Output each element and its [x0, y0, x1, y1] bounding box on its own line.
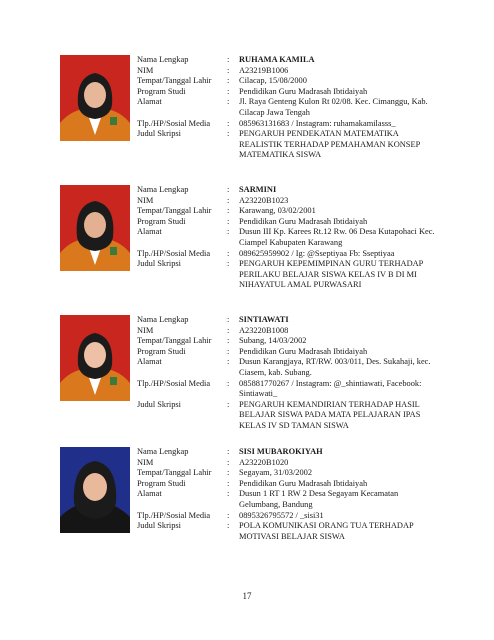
- colon: :: [227, 97, 230, 107]
- contact-label: Tlp./HP/Sosial Media: [137, 378, 211, 388]
- student-details: [137, 315, 437, 432]
- thesis-value: POLA KOMUNIKASI ORANG TUA TERHADAP MOTIVASI BELAJAR SISWA: [239, 521, 414, 541]
- birth-label: Tempat/Tanggal Lahir: [137, 468, 212, 478]
- address-row: [137, 357, 437, 378]
- program-value: Pendidikan Guru Madrasah Ibtidaiyah: [239, 216, 368, 226]
- colon: :: [227, 65, 230, 75]
- page-number: 17: [242, 591, 252, 601]
- colon: :: [227, 336, 230, 346]
- program-value: Pendidikan Guru Madrasah Ibtidaiyah: [239, 86, 368, 96]
- address-value: Dusun Karangjaya, RT/RW. 003/011, Des. Sukahaji, kec. Ciasem, kab. Subang.: [239, 357, 431, 377]
- colon: :: [227, 76, 230, 86]
- nim-row: [137, 458, 437, 469]
- birth-row: [137, 336, 437, 347]
- birth-row: [137, 468, 437, 479]
- name-label: Nama Lengkap: [137, 315, 189, 324]
- thesis-row: [137, 400, 437, 432]
- program-value: Pendidikan Guru Madrasah Ibtidaiyah: [239, 478, 368, 488]
- contact-label: Tlp./HP/Sosial Media: [137, 248, 211, 258]
- colon: :: [227, 259, 230, 269]
- name-row: [137, 447, 437, 458]
- colon: :: [227, 521, 230, 531]
- name-row: [137, 315, 437, 326]
- address-value: Dusun III Kp. Karees Rt.12 Rw. 06 Desa Kutapohaci Kec. Ciampel Kabupaten Karawang: [239, 227, 435, 247]
- colon: :: [227, 447, 230, 456]
- student-details: [137, 447, 437, 542]
- nim-label: NIM: [137, 457, 154, 467]
- address-label: Alamat: [137, 489, 162, 499]
- thesis-row: [137, 521, 437, 542]
- address-row: [137, 489, 437, 510]
- program-label: Program Studi: [137, 216, 186, 226]
- name-row: [137, 185, 437, 196]
- thesis-label: Judul Skripsi: [137, 129, 181, 139]
- colon: :: [227, 478, 230, 488]
- birth-label: Tempat/Tanggal Lahir: [137, 206, 212, 216]
- colon: :: [227, 248, 230, 258]
- student-photo: [60, 447, 130, 533]
- address-row: [137, 227, 437, 248]
- thesis-label: Judul Skripsi: [137, 259, 181, 269]
- address-label: Alamat: [137, 227, 162, 237]
- thesis-value: PENGARUH KEPEMIMPINAN GURU TERHADAP PERILAKU BELAJAR SISWA KELAS IV B DI MI NIHAYATUL AMAL PURWASARI: [239, 259, 424, 290]
- colon: :: [227, 489, 230, 499]
- colon: :: [227, 216, 230, 226]
- birth-value: Segayam, 31/03/2002: [239, 468, 313, 478]
- thesis-label: Judul Skripsi: [137, 521, 181, 531]
- nim-value: A23220B1020: [239, 457, 289, 467]
- nim-row: [137, 326, 437, 337]
- contact-value: 0895326795572 / _sisi31: [239, 510, 324, 520]
- colon: :: [227, 195, 230, 205]
- contact-label: Tlp./HP/Sosial Media: [137, 510, 211, 520]
- student-photo: [60, 55, 130, 141]
- thesis-row: [137, 129, 437, 161]
- address-label: Alamat: [137, 97, 162, 107]
- colon: :: [227, 510, 230, 520]
- program-row: [137, 479, 437, 490]
- name-value: SINTIAWATI: [239, 315, 289, 324]
- program-label: Program Studi: [137, 86, 186, 96]
- birth-label: Tempat/Tanggal Lahir: [137, 76, 212, 86]
- address-value: Jl. Raya Genteng Kulon Rt 02/08. Kec. Cimanggu, Kab. Cilacap Jawa Tengah: [239, 97, 428, 117]
- birth-row: [137, 206, 437, 217]
- program-label: Program Studi: [137, 478, 186, 488]
- birth-value: Karawang, 03/02/2001: [239, 206, 316, 216]
- birth-value: Subang, 14/03/2002: [239, 336, 307, 346]
- program-value: Pendidikan Guru Madrasah Ibtidaiyah: [239, 346, 368, 356]
- program-row: [137, 87, 437, 98]
- birth-label: Tempat/Tanggal Lahir: [137, 336, 212, 346]
- student-photo: [60, 315, 130, 401]
- thesis-value: PENGARUH PENDEKATAN MATEMATIKA REALISTIK TERHADAP PEMAHAMAN KONSEP MATEMATIKA SISWA: [239, 129, 420, 160]
- nim-row: [137, 66, 437, 77]
- colon: :: [227, 118, 230, 128]
- name-label: Nama Lengkap: [137, 185, 189, 194]
- nim-value: A23220B1023: [239, 195, 289, 205]
- program-label: Program Studi: [137, 346, 186, 356]
- address-row: [137, 97, 437, 118]
- name-value: RUHAMA KAMILA: [239, 55, 315, 64]
- student-photo: [60, 185, 130, 271]
- nim-value: A23219B1006: [239, 65, 289, 75]
- contact-value: 085963131683 / Instagram: ruhamakamilasss_: [239, 118, 396, 128]
- nim-row: [137, 196, 437, 207]
- name-value: SARMINI: [239, 185, 277, 194]
- birth-value: Cilacap, 15/08/2000: [239, 76, 307, 86]
- address-value: Dusun 1 RT 1 RW 2 Desa Segayam Kecamatan Gelumbang, Bandung: [239, 489, 399, 509]
- colon: :: [227, 185, 230, 194]
- colon: :: [227, 468, 230, 478]
- nim-label: NIM: [137, 65, 154, 75]
- thesis-row: [137, 259, 437, 291]
- thesis-value: PENGARUH KEMANDIRIAN TERHADAP HASIL BELAJAR SISWA PADA MATA PELAJARAN IPAS KELAS IV SD TAMAN SISWA: [239, 399, 421, 430]
- student-details: [137, 55, 437, 161]
- colon: :: [227, 357, 230, 367]
- birth-row: [137, 76, 437, 87]
- colon: :: [227, 399, 230, 409]
- contact-row: [137, 511, 437, 522]
- nim-label: NIM: [137, 325, 154, 335]
- colon: :: [227, 457, 230, 467]
- program-row: [137, 347, 437, 358]
- name-label: Nama Lengkap: [137, 447, 189, 456]
- contact-value: 089625959902 / Ig: @Sseptiyaa Fb: Sseptiyaa: [239, 248, 395, 258]
- colon: :: [227, 378, 230, 388]
- colon: :: [227, 86, 230, 96]
- contact-row: [137, 119, 437, 130]
- colon: :: [227, 55, 230, 64]
- thesis-label: Judul Skripsi: [137, 399, 181, 409]
- contact-row: [137, 249, 437, 260]
- address-label: Alamat: [137, 357, 162, 367]
- contact-label: Tlp./HP/Sosial Media: [137, 118, 211, 128]
- name-label: Nama Lengkap: [137, 55, 189, 64]
- nim-label: NIM: [137, 195, 154, 205]
- colon: :: [227, 346, 230, 356]
- colon: :: [227, 206, 230, 216]
- colon: :: [227, 315, 230, 324]
- contact-row: [137, 379, 437, 400]
- name-value: SISI MUBAROKIYAH: [239, 447, 323, 456]
- colon: :: [227, 325, 230, 335]
- colon: :: [227, 227, 230, 237]
- program-row: [137, 217, 437, 228]
- nim-value: A23220B1008: [239, 325, 289, 335]
- colon: :: [227, 129, 230, 139]
- student-details: [137, 185, 437, 291]
- contact-value: 085881770267 / Instagram: @_shintiawati, Facebook: Sintiawati_: [239, 378, 422, 399]
- name-row: [137, 55, 437, 66]
